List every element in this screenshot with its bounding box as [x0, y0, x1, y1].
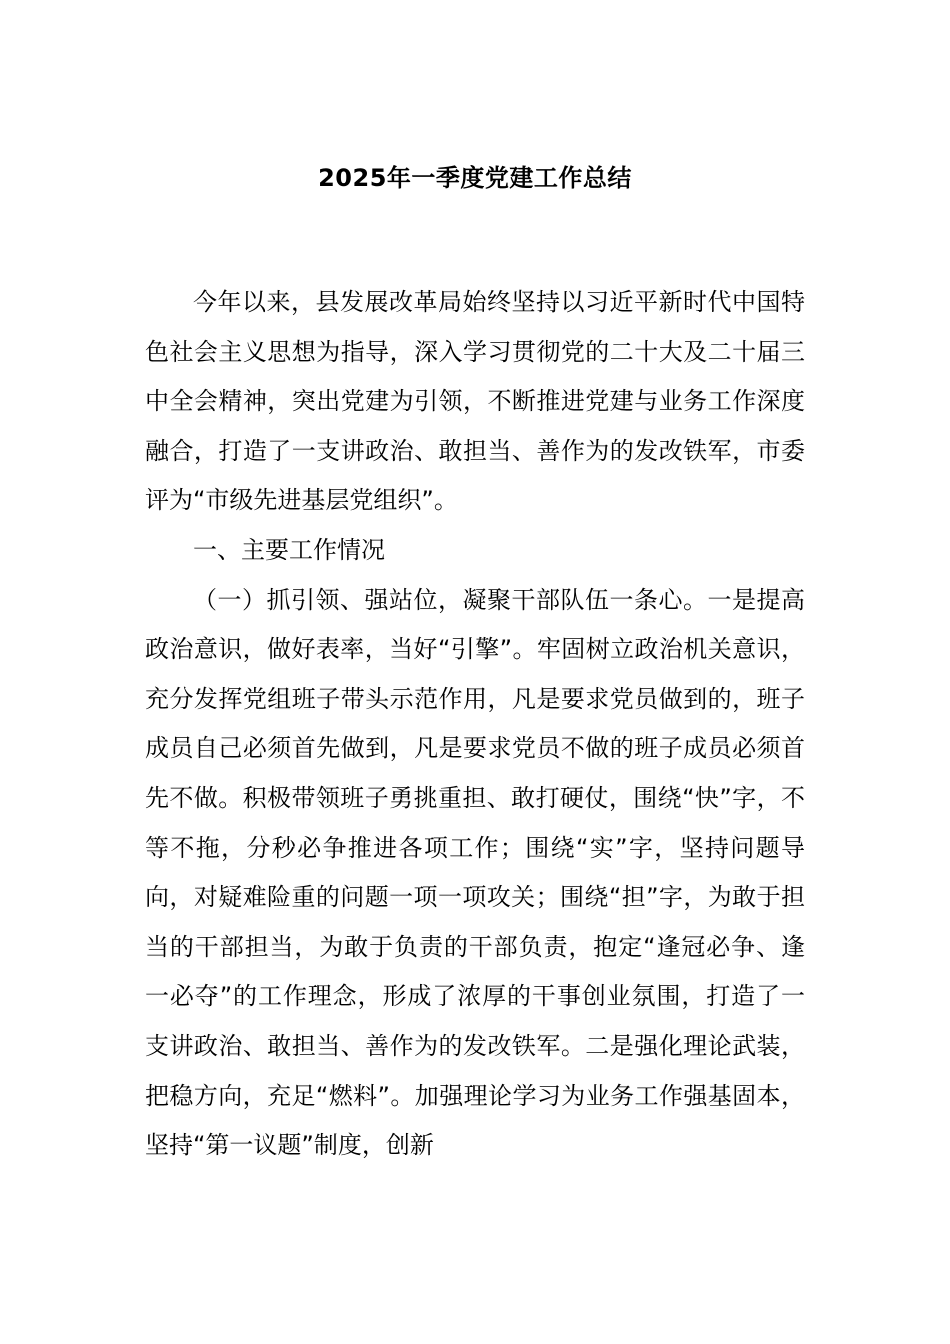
section-paragraph: （一）抓引领、强站位，凝聚干部队伍一条心。一是提高政治意识，做好表率，当好“引擎”。牢固树立政治机关意识，充分发挥党组班子带头示范作用，凡是要求党员做到的，班子成员自己必须首先做到，凡是要求党员不做的班子成员必须首先不做。积极带领班子勇挑重担、敢打硬仗，围绕“快”字，不等不拖，分秒必争推进各项工作；围绕“实”字，坚持问题导向，对疑难险重的问题一项一项攻关；围绕“担”字，为敢于担当的干部担当，为敢于负责的干部负责，抱定“逢冠必争、逢一必夺”的工作理念，形成了浓厚的干事创业氛围，打造了一支讲政治、敢担当、善作为的发改铁军。二是强化理论武装，把稳方向，充足“燃料”。加强理论学习为业务工作强基固本，坚持“第一议题”制度，创新 [145, 585, 805, 1160]
document-title: 2025年一季度党建工作总结 [318, 164, 632, 192]
document-body [145, 278, 805, 1171]
section-heading: 一、主要工作情况 [193, 535, 385, 564]
intro-paragraph: 今年以来，县发展改革局始终坚持以习近平新时代中国特色社会主义思想为指导，深入学习贯彻党的二十大及二十届三中全会精神，突出党建为引领，不断推进党建与业务工作深度融合，打造了一支讲政治、敢担当、善作为的发改铁军，市委评为“市级先进基层党组织”。 [145, 288, 805, 515]
